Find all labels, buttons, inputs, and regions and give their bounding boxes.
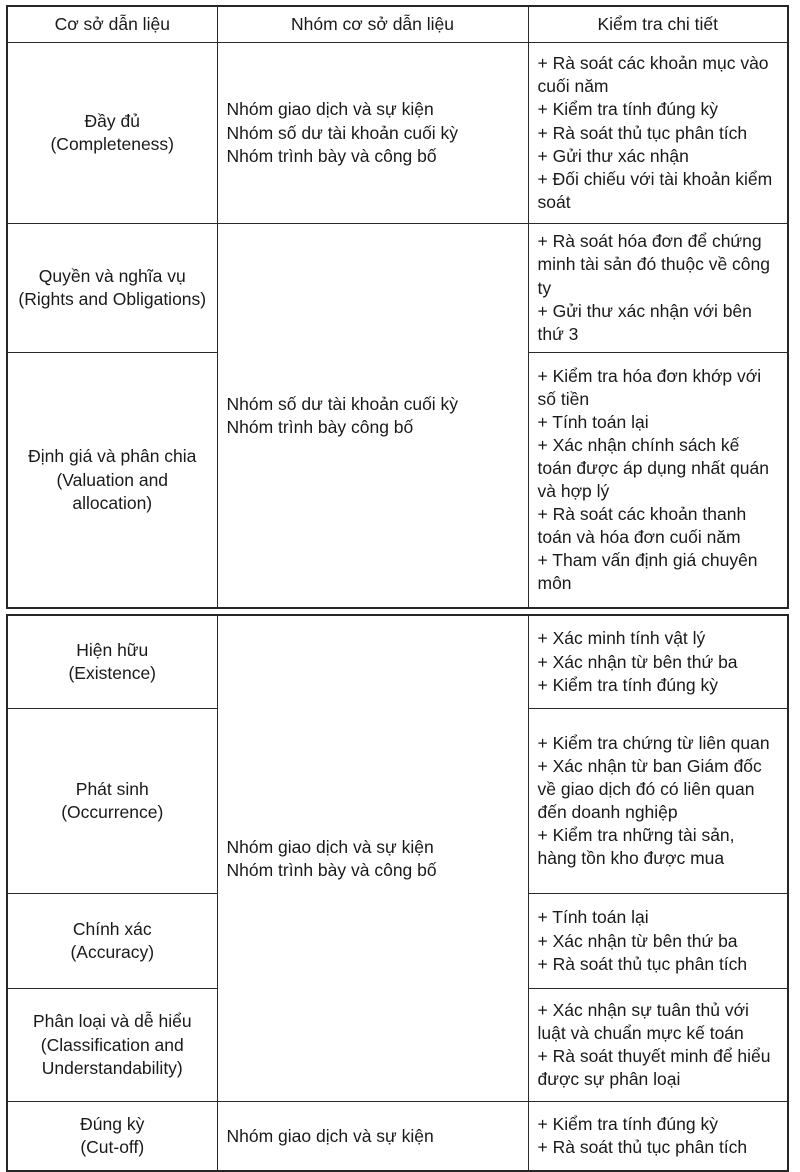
basis-name-vi: Chính xác [72, 919, 152, 939]
cell-group-completeness [217, 43, 528, 224]
group-line: Nhóm số dư tài khoản cuối kỳ [226, 393, 459, 414]
basis-name-en: (Rights and Obligations) [18, 289, 207, 310]
cell-basis-rights-obligations [7, 224, 217, 353]
cell-detail-occurrence [528, 709, 788, 894]
detail-item: + Kiểm tra hóa đơn khớp với số tiền [537, 365, 762, 409]
detail-item: + Xác nhận từ ban Giám đốc về giao dịch đó có liên quan đến doanh nghiệp [537, 755, 762, 823]
detail-item: + Xác minh tính vật lý [537, 628, 706, 649]
basis-name-vi: Định giá và phân chia [28, 446, 197, 467]
table-row [7, 615, 788, 709]
detail-item: + Kiểm tra chứng từ liên quan [537, 732, 770, 753]
detail-item: + Kiểm tra những tài sản, hàng tồn kho được mua [537, 825, 735, 869]
table-header [7, 6, 788, 43]
basis-name-vi: Quyền và nghĩa vụ [38, 266, 186, 286]
detail-item: + Kiểm tra tính đúng kỳ [537, 99, 718, 120]
header-row [7, 6, 788, 43]
basis-name-en: (Valuation and allocation) [56, 469, 169, 513]
cell-basis-completeness [7, 43, 217, 224]
group-line: Nhóm giao dịch và sự kiện [226, 99, 434, 120]
basis-name-vi: Hiện hữu [76, 640, 149, 660]
cell-detail-valuation-allocation [528, 353, 788, 609]
cell-group-merged-block-1 [217, 224, 528, 609]
group-line: Nhóm giao dịch và sự kiện [226, 836, 434, 857]
detail-item: + Rà soát thủ tục phân tích [537, 953, 748, 974]
basis-name-vi: Đầy đủ [84, 111, 140, 131]
table-row [7, 224, 788, 353]
detail-item: + Xác nhận sự tuân thủ với luật và chuẩn mực kế toán [537, 999, 749, 1043]
cell-detail-rights-obligations [528, 224, 788, 353]
detail-item: + Xác nhận từ bên thứ ba [537, 930, 738, 951]
detail-item: + Rà soát các khoản mục vào cuối năm [537, 53, 769, 97]
basis-name-vi: Đúng kỳ [80, 1114, 145, 1134]
group-line: Nhóm số dư tài khoản cuối kỳ [226, 122, 459, 143]
detail-item: + Tính toán lại [537, 907, 649, 928]
basis-name-vi: Phát sinh [75, 779, 149, 799]
basis-name-vi: Phân loại và dễ hiểu [32, 1011, 192, 1032]
table-body-block-1 [7, 43, 788, 609]
group-line: Nhóm trình bày và công bố [226, 145, 437, 166]
header-cell-detail: Kiểm tra chi tiết [528, 6, 788, 43]
cell-basis-cut-off [7, 1102, 217, 1172]
detail-item: + Gửi thư xác nhận [537, 145, 689, 166]
basis-name-en: (Accuracy) [70, 942, 155, 963]
group-line: Nhóm trình bày công bố [226, 416, 414, 437]
cell-detail-cut-off [528, 1102, 788, 1172]
cell-group-cut-off [217, 1102, 528, 1172]
detail-item: + Rà soát các khoản thanh toán và hóa đơn cuối năm [537, 504, 747, 548]
detail-item: + Đối chiếu với tài khoản kiểm soát [537, 168, 773, 212]
detail-item: + Rà soát hóa đơn để chứng minh tài sản đó thuộc về công ty [537, 231, 771, 298]
assertion-table-block-2 [6, 614, 789, 1172]
basis-name-en: (Occurrence) [61, 802, 164, 823]
header-cell-group: Nhóm cơ sở dẫn liệu [217, 6, 528, 43]
table-row [7, 1102, 788, 1172]
cell-detail-existence [528, 615, 788, 709]
cell-detail-accuracy [528, 894, 788, 989]
detail-item: + Rà soát thủ tục phân tích [537, 1137, 748, 1158]
detail-item: + Xác nhận chính sách kế toán được áp dụng nhất quán và hợp lý [537, 434, 769, 502]
cell-group-merged-block-2 [217, 615, 528, 1102]
detail-item: + Xác nhận từ bên thứ ba [537, 651, 738, 672]
basis-name-en: (Existence) [68, 663, 157, 684]
detail-item: + Rà soát thủ tục phân tích [537, 122, 748, 143]
cell-basis-valuation-allocation [7, 353, 217, 609]
cell-detail-classification-understandability [528, 989, 788, 1102]
table-row [7, 43, 788, 224]
cell-basis-classification-understandability [7, 989, 217, 1102]
header-cell-basis: Cơ sở dẫn liệu [7, 6, 217, 43]
detail-item: + Kiểm tra tính đúng kỳ [537, 674, 718, 695]
basis-name-en: (Cut-off) [80, 1137, 145, 1158]
detail-item: + Tham vấn định giá chuyên môn [537, 550, 758, 594]
cell-detail-completeness [528, 43, 788, 224]
detail-item: + Rà soát thuyết minh để hiểu được sự phân loại [537, 1046, 771, 1090]
cell-basis-accuracy [7, 894, 217, 989]
detail-item: + Tính toán lại [537, 411, 649, 432]
detail-item: + Kiểm tra tính đúng kỳ [537, 1114, 718, 1134]
assertion-table-block-1 [6, 5, 789, 609]
detail-item: + Gửi thư xác nhận với bên thứ 3 [537, 300, 752, 344]
group-line: Nhóm giao dịch và sự kiện [226, 1125, 434, 1146]
group-line: Nhóm trình bày và công bố [226, 859, 437, 880]
basis-name-en: (Classification and Understandability) [40, 1034, 184, 1078]
cell-basis-existence [7, 615, 217, 709]
basis-name-en: (Completeness) [50, 134, 175, 155]
table-body-block-2 [7, 615, 788, 1171]
cell-basis-occurrence [7, 709, 217, 894]
